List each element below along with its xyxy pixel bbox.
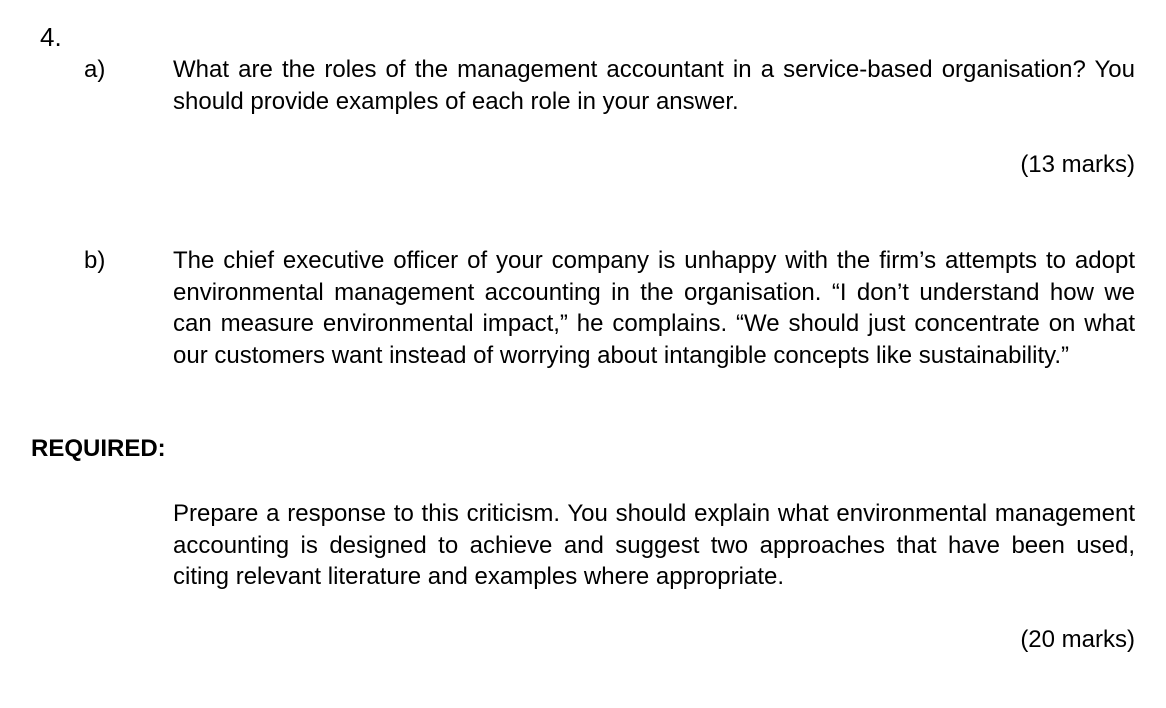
part-a-text: What are the roles of the management accountant in a service-based organisation? You should provide examples of each role in your answer. xyxy=(173,56,1135,115)
part-a-marks: (13 marks) xyxy=(1020,151,1135,178)
required-text: Prepare a response to this criticism. You should explain what environmental management accounting is designed to achieve and suggest two approaches that have been used, citing relevant literature and examples where appropriate. xyxy=(173,500,1135,590)
part-a-label: a) xyxy=(84,56,106,83)
required-marks: (20 marks) xyxy=(1020,626,1135,653)
part-b-text: The chief executive officer of your company is unhappy with the firm’s attempts to adopt environmental management accounting in the organisation. “I don’t understand how we can measure environmental impact,” he complains. “We should just concentrate on what our customers want instead of worrying about intangible concepts like sustainability.” xyxy=(173,247,1135,369)
required-heading: REQUIRED: xyxy=(31,435,166,462)
question-number: 4. xyxy=(40,22,62,52)
part-b-label: b) xyxy=(84,247,106,274)
